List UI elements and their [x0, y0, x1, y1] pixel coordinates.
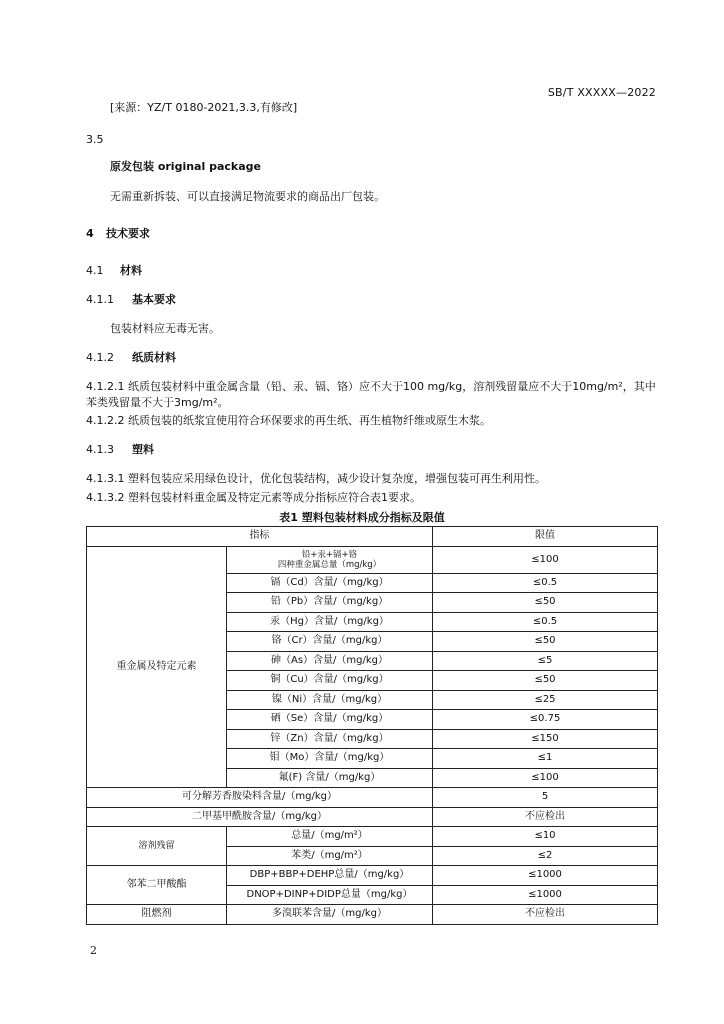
- table-caption: 表1 塑料包装材料成分指标及限值: [279, 511, 445, 524]
- indicator-cell: 镍（Ni）含量/（mg/kg）: [227, 690, 433, 710]
- indicator-cell: 锌（Zn）含量/（mg/kg）: [227, 729, 433, 749]
- table-row: [87, 866, 658, 886]
- limit-cell: 不应检出: [433, 807, 658, 827]
- indicator-cell: 苯类/（mg/m²）: [227, 846, 433, 866]
- indicator-cell: 砷（As）含量/（mg/kg）: [227, 651, 433, 671]
- indicator-line-1: 铅+汞+镉+铬: [301, 549, 358, 560]
- limit-cell: ≤0.5: [433, 573, 658, 593]
- indicator-cell: DBP+BBP+DEHP总量/（mg/kg）: [227, 866, 433, 886]
- section-3-5-definition: 无需重新拆装、可以直接满足物流要求的商品出厂包装。: [110, 190, 385, 203]
- limit-cell: ≤0.75: [433, 710, 658, 730]
- table-row: [87, 788, 658, 808]
- limit-cell: ≤1000: [433, 885, 658, 905]
- indicator-cell: 镉（Cd）含量/（mg/kg）: [227, 573, 433, 593]
- section-4-1-1-title: 基本要求: [132, 293, 176, 306]
- group-solvent-residue: 溶剂残留: [87, 827, 227, 866]
- group-phthalates: 邻苯二甲酸酯: [87, 866, 227, 905]
- header-indicator: 指标: [87, 527, 433, 547]
- document-header: SB/T XXXXX—2022: [547, 86, 656, 99]
- indicator-cell: 硒（Se）含量/（mg/kg）: [227, 710, 433, 730]
- indicator-cell: 二甲基甲酰胺含量/（mg/kg）: [87, 807, 433, 827]
- section-3-5-term: 原发包装 original package: [110, 160, 261, 173]
- section-4-1-title: 材料: [120, 264, 142, 277]
- section-4-1-1-text: 包装材料应无毒无害。: [110, 322, 220, 335]
- section-4-1-3-title: 塑料: [132, 443, 154, 456]
- limit-cell: ≤0.5: [433, 612, 658, 632]
- limit-cell: 不应检出: [433, 905, 658, 925]
- section-4-1-3-number: 4.1.3: [86, 443, 114, 456]
- clause-4-1-2-2: 4.1.2.2 纸质包装的纸浆宜使用符合环保要求的再生纸、再生植物纤维或原生木浆。: [86, 414, 491, 427]
- limit-cell: ≤50: [433, 671, 658, 691]
- limit-cell: ≤5: [433, 651, 658, 671]
- indicator-cell: 铜（Cu）含量/（mg/kg）: [227, 671, 433, 691]
- indicator-cell: 铬（Cr）含量/（mg/kg）: [227, 632, 433, 652]
- group-heavy-metals: 重金属及特定元素: [87, 546, 227, 788]
- limit-cell: ≤100: [433, 768, 658, 788]
- section-4-1-2-title: 纸质材料: [132, 351, 176, 364]
- indicator-cell: 多溴联苯含量/（mg/kg）: [227, 905, 433, 925]
- indicator-cell: 铅（Pb）含量/（mg/kg）: [227, 593, 433, 613]
- indicator-cell: 汞（Hg）含量/（mg/kg）: [227, 612, 433, 632]
- limit-cell: ≤10: [433, 827, 658, 847]
- section-4-1-number: 4.1: [86, 264, 104, 277]
- clause-4-1-3-1: 4.1.3.1 塑料包装应采用绿色设计，优化包装结构，减少设计复杂度，增强包装可再生利用性。: [86, 472, 546, 485]
- indicator-cell: DNOP+DINP+DIDP总量（mg/kg）: [227, 885, 433, 905]
- composition-limits-table: [86, 526, 658, 925]
- section-4-1-2-number: 4.1.2: [86, 351, 114, 364]
- table-row: [87, 827, 658, 847]
- indicator-cell: 氟(F) 含量/（mg/kg）: [227, 768, 433, 788]
- section-4-title: 技术要求: [106, 227, 150, 240]
- limit-cell: 5: [433, 788, 658, 808]
- indicator-line-2: 四种重金属总量（mg/kg）: [277, 559, 382, 570]
- table-row: [87, 807, 658, 827]
- section-3-5-number: 3.5: [86, 133, 104, 146]
- header-limit: 限值: [433, 527, 658, 547]
- clause-4-1-3-2: 4.1.3.2 塑料包装材料重金属及特定元素等成分指标应符合表1要求。: [86, 491, 421, 504]
- page-number: 2: [90, 944, 97, 957]
- limit-cell: ≤1000: [433, 866, 658, 886]
- table-row: [87, 905, 658, 925]
- source-note: [来源：YZ/T 0180-2021,3.3,有修改]: [110, 101, 298, 114]
- limit-cell: ≤2: [433, 846, 658, 866]
- indicator-cell: 总量/（mg/m²）: [227, 827, 433, 847]
- limit-cell: ≤100: [433, 546, 658, 573]
- table-row: [87, 546, 658, 573]
- table-header-row: [87, 527, 658, 547]
- section-4-number: 4: [86, 227, 94, 240]
- limit-cell: ≤25: [433, 690, 658, 710]
- limit-cell: ≤50: [433, 632, 658, 652]
- limit-cell: ≤50: [433, 593, 658, 613]
- indicator-cell: 可分解芳香胺染料含量/（mg/kg）: [87, 788, 433, 808]
- limit-cell: ≤1: [433, 749, 658, 769]
- indicator-cell: 钼（Mo）含量/（mg/kg）: [227, 749, 433, 769]
- clause-4-1-2-1: 4.1.2.1 纸质包装材料中重金属含量（铅、汞、镉、铬）应不大于100 mg/kg，溶剂残留量应不大于10mg/m²，其中苯类残留量不大于3mg/m²。: [86, 380, 656, 409]
- section-4-1-1-number: 4.1.1: [86, 293, 114, 306]
- indicator-cell: [227, 546, 433, 573]
- group-flame-retardant: 阻燃剂: [87, 905, 227, 925]
- limit-cell: ≤150: [433, 729, 658, 749]
